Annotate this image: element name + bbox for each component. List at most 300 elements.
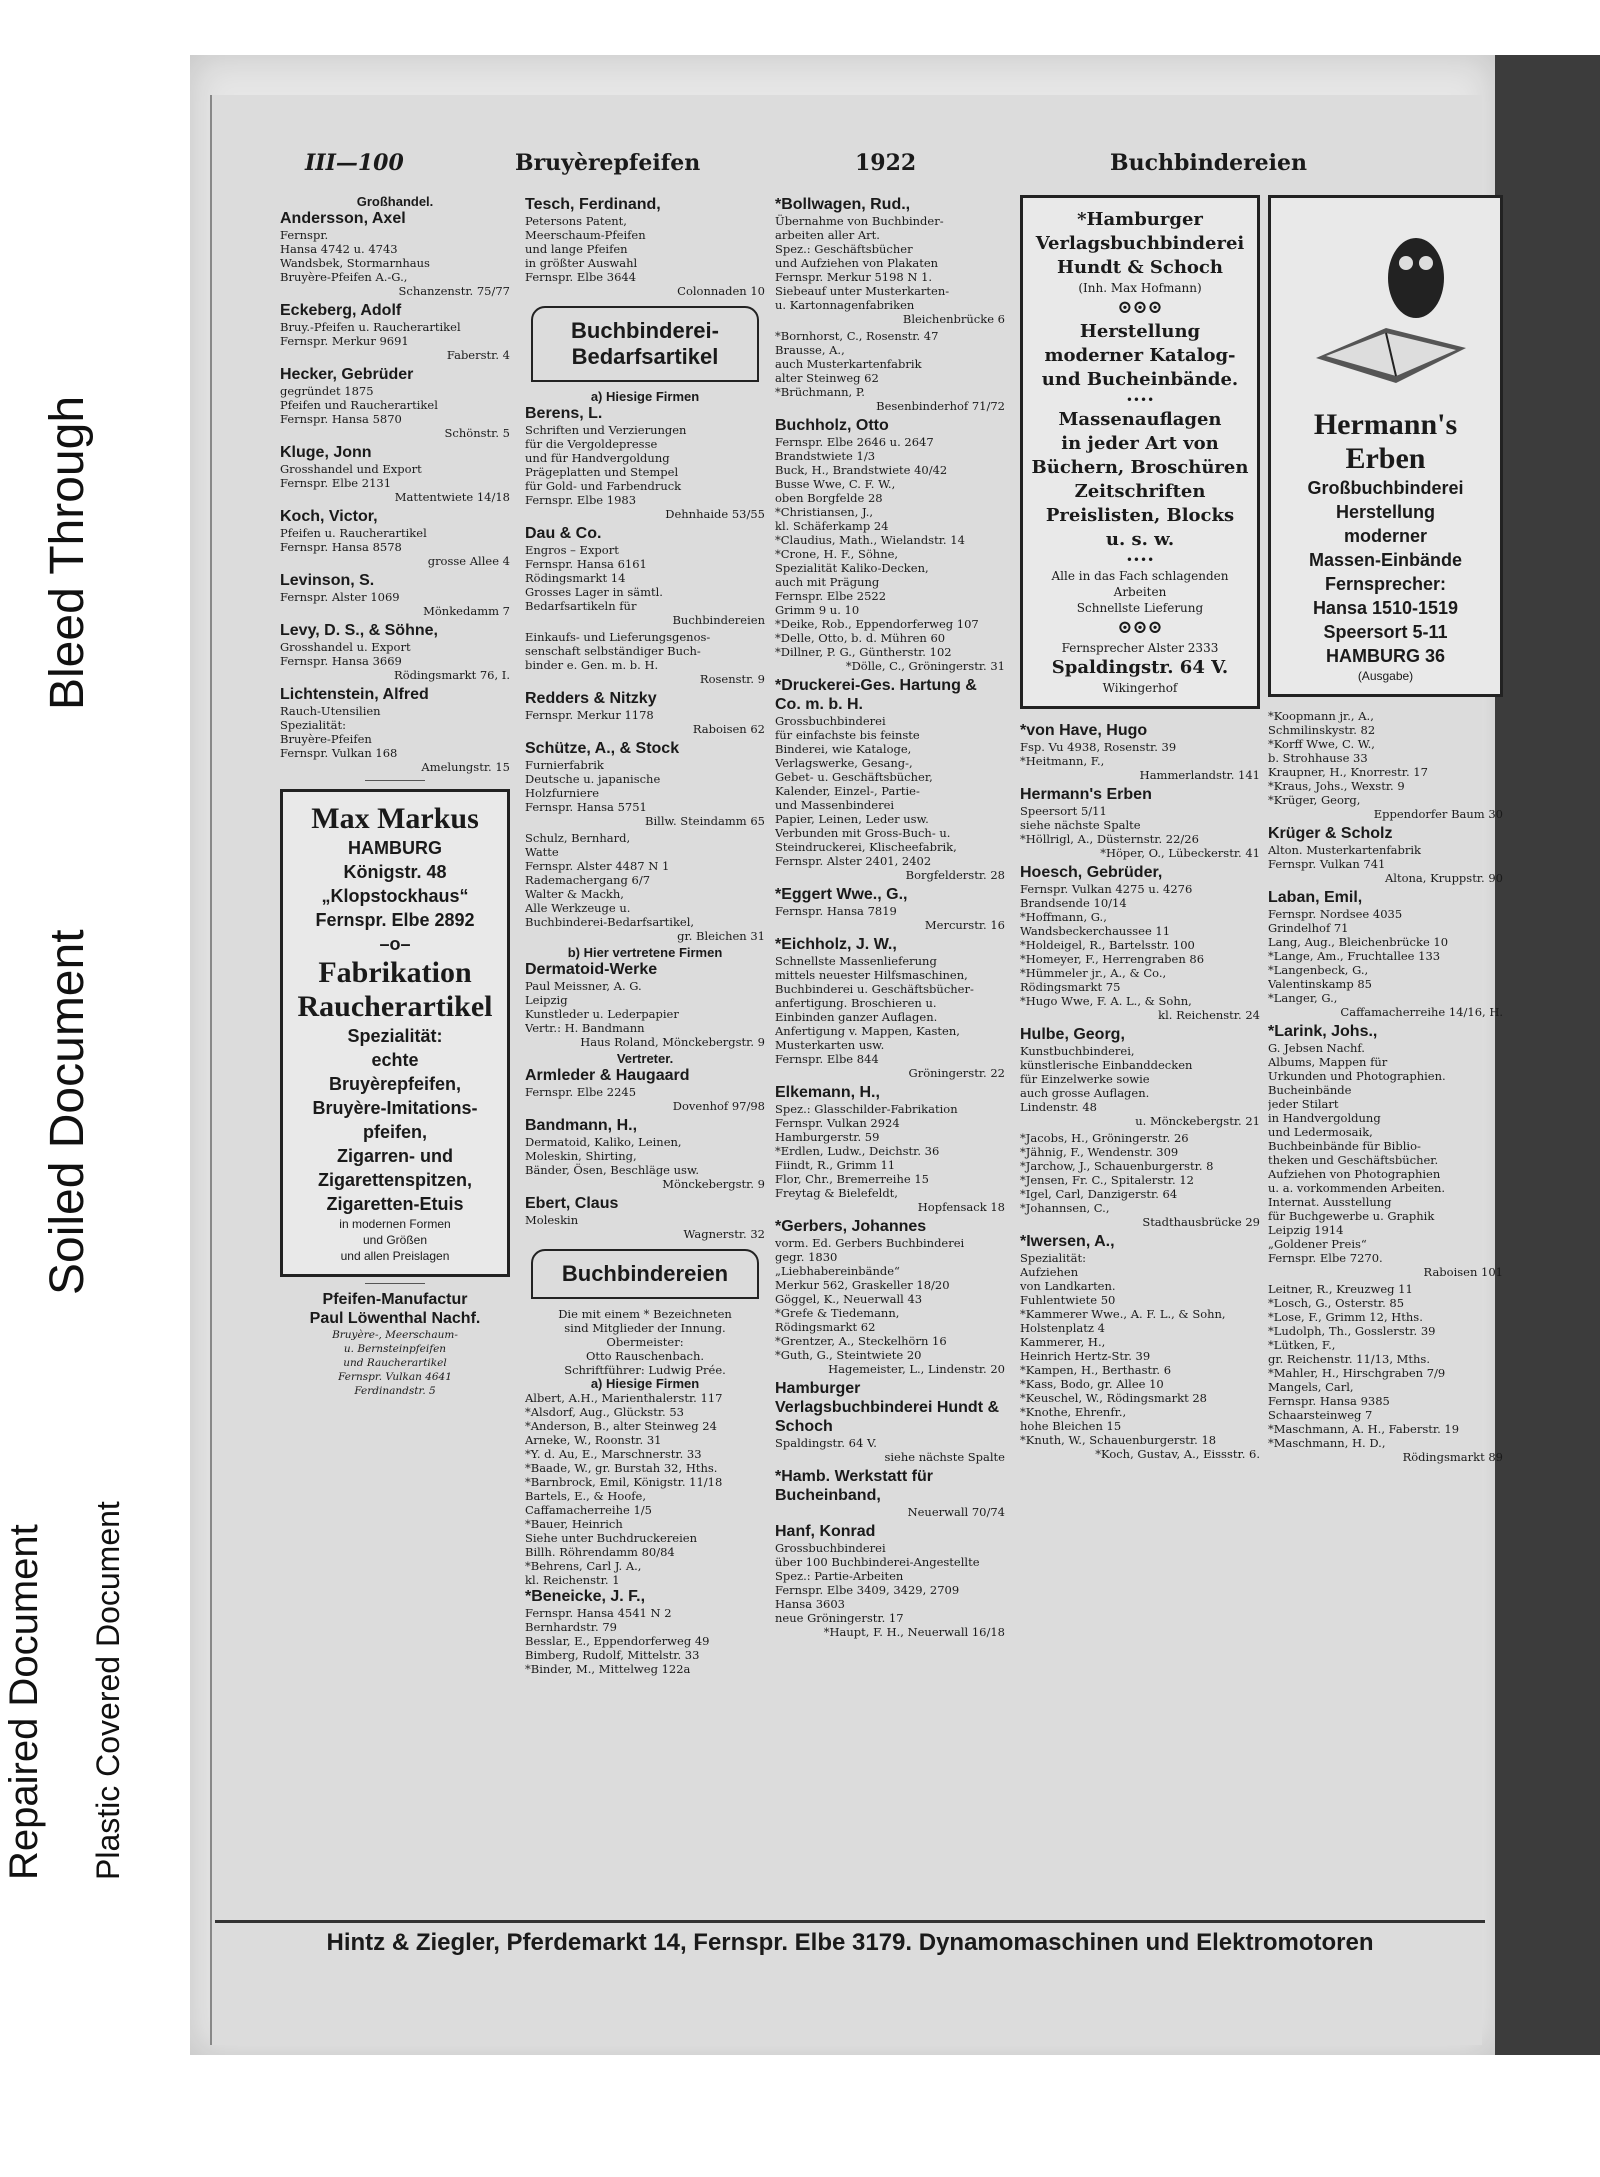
entry-line: jeder Stilart [1268, 1097, 1339, 1111]
directory-entry [525, 739, 765, 828]
entry-line: Haus Roland, Mönckebergstr. 9 [580, 1035, 765, 1049]
list-line: Billh. Röhrendamm 80/84 [525, 1545, 675, 1559]
firm-name: Paul Löwenthal Nachf. [309, 1310, 481, 1327]
entry-line: theken und Geschäftsbücher. [1268, 1153, 1439, 1167]
list-line: *Y. d. Au, E., Marschnerstr. 33 [525, 1447, 702, 1461]
innung-note: Obermeister: [606, 1335, 684, 1349]
entry-line: *Höllrigl, A., Düsternstr. 22/26 [1020, 832, 1199, 846]
entry-line: *Ludolph, Th., Gosslerstr. 39 [1268, 1324, 1436, 1338]
entry-line: Paul Meissner, A. G. [525, 979, 642, 993]
firm-name: Eckeberg, Adolf [280, 302, 402, 319]
entry-line: u. Kartonnagenfabriken [775, 298, 915, 312]
entry-line: Grosshandel und Export [280, 462, 422, 476]
entry-line: von Landkarten. [1020, 1279, 1116, 1293]
hermanns-erben-advert [1268, 195, 1503, 697]
entry-line: Leipzig [525, 993, 568, 1007]
advert-line: und Bucheinbände. [1041, 369, 1239, 390]
entry-line: Speersort 5/11 [1020, 804, 1107, 818]
entry-line: *Koch, Gustav, A., Eissstr. 6. [1095, 1447, 1260, 1461]
entry-line: anfertigung. Broschieren u. [775, 996, 937, 1010]
entry-line: Hopfensack 18 [917, 1200, 1005, 1214]
entry-line: Spez.: Glasschilder-Fabrikation [775, 1102, 958, 1116]
entry-line: alter Steinweg 62 [775, 371, 879, 385]
directory-entry [1268, 824, 1503, 885]
entry-line: Fernspr. Merkur 5198 N 1. [775, 270, 933, 284]
entry-line: Busse Wwe, C. F. W., [775, 477, 896, 491]
entry-line: Walter & Mackh, [525, 887, 624, 901]
list-line: *Behrens, Carl J. A., [525, 1559, 642, 1573]
firm-name: Dermatoid-Werke [525, 961, 658, 978]
firm-name: Hulbe, Georg, [1020, 1026, 1125, 1043]
entry-line: Fernspr. Vulkan 4275 u. 4276 [1020, 882, 1193, 896]
entry-line: mittels neuester Hilfsmaschinen, [775, 968, 968, 982]
entry-line: Stadthausbrücke 29 [1142, 1215, 1260, 1229]
entry-line: Hansa 4742 u. 4743 [280, 242, 398, 256]
entry-line: Rademachergang 6/7 [525, 873, 651, 887]
entry-line: Bruyère-, Meerschaum- [332, 1329, 458, 1341]
entry-line: Wandsbeckerchaussee 11 [1020, 924, 1171, 938]
directory-entry [280, 365, 510, 440]
advert-tail: und allen Preislagen [340, 1249, 450, 1263]
entry-line: Fernspr. Elbe 2522 [775, 589, 887, 603]
bookbinder-illustration [1286, 208, 1486, 408]
advert-line: „Klopstockhaus“ [321, 886, 469, 906]
list-line: Bartels, E., & Hoofe, [525, 1489, 646, 1503]
entry-line: Spez.: Partie-Arbeiten [775, 1569, 904, 1583]
column-1 [280, 195, 510, 1915]
entry-line: neue Gröningerstr. 17 [775, 1611, 904, 1625]
entry-line: Altona, Kruppstr. 90 [1384, 871, 1503, 885]
firm-name: *Eggert Wwe., G., [775, 886, 908, 903]
entry-line: *Homeyer, F., Herrengraben 86 [1020, 952, 1205, 966]
advert-line: Fernsprecher: [1324, 574, 1447, 594]
entry-line: Billw. Steindamm 65 [645, 814, 765, 828]
innung-note: Schriftführer: Ludwig Prée. [564, 1363, 726, 1377]
firm-name: Hecker, Gebrüder [280, 366, 414, 383]
entry-line: und Massenbinderei [775, 798, 895, 812]
entry-line: Lang, Aug., Bleichenbrücke 10 [1268, 935, 1449, 949]
firm-name: *Larink, Johs., [1268, 1023, 1378, 1040]
entry-line: Fernspr. [280, 228, 329, 242]
firm-name: *Druckerei-Ges. Hartung & Co. m. b. H. [775, 677, 977, 713]
directory-entry [775, 935, 1005, 1080]
entry-line: *Maschmann, A. H., Faberstr. 19 [1268, 1422, 1460, 1436]
entry-line: Hansa 3603 [775, 1597, 845, 1611]
entry-line: kl. Schäferkamp 24 [775, 519, 889, 533]
entry-line: Fernspr. Elbe 3644 [525, 270, 637, 284]
firm-name: *Hamb. Werkstatt für Bucheinband, [775, 1468, 933, 1504]
entry-line: Brausse, A., [775, 343, 845, 357]
directory-entry [1268, 709, 1503, 821]
subsection-heading: b) Hier vertretene Firmen [567, 945, 723, 960]
entry-line: u. Mönckebergstr. 21 [1135, 1114, 1260, 1128]
entry-line: *Koopmann jr., A., [1268, 709, 1374, 723]
entry-line: Grindelhof 71 [1268, 921, 1349, 935]
advert-line: Herstellung [1079, 321, 1201, 342]
label-soiled-document: Soiled Document [41, 929, 94, 1295]
directory-entry [775, 1522, 1005, 1639]
entry-line: für Buchgewerbe u. Graphik [1268, 1209, 1435, 1223]
entry-line: Petersons Patent, [525, 214, 627, 228]
firm-name: Hoesch, Gebrüder, [1020, 864, 1163, 881]
entry-line: gr. Bleichen 31 [677, 929, 765, 943]
firm-name: *Iwersen, A., [1020, 1233, 1115, 1250]
buchbindereien-banner: Buchbindereien [531, 1249, 759, 1299]
entry-line: *Crone, H. F., Söhne, [775, 547, 899, 561]
entry-line: Fiindt, R., Grimm 11 [775, 1158, 896, 1172]
column-5 [1268, 195, 1503, 1915]
entry-line: Moleskin, Shirting, [525, 1149, 637, 1163]
firm-name: Laban, Emil, [1268, 889, 1363, 906]
directory-entry [525, 1194, 765, 1241]
entry-line: *Dölle, C., Gröningerstr. 31 [845, 659, 1005, 673]
entry-line: *Langenbeck, G., [1268, 963, 1369, 977]
directory-entry [775, 195, 1005, 326]
entry-line: Fernspr. Hansa 5870 [280, 412, 402, 426]
firm-name: Berens, L. [525, 405, 603, 422]
entry-line: *Jarchow, J., Schauenburgerstr. 8 [1020, 1159, 1214, 1173]
directory-entry [1020, 1025, 1260, 1128]
entry-line: Meerschaum-Pfeifen [525, 228, 646, 242]
entry-line: *Kampen, H., Berthastr. 6 [1020, 1363, 1172, 1377]
entry-line: Verbunden mit Gross-Buch- u. [775, 826, 951, 840]
firm-name: *Gerbers, Johannes [775, 1218, 927, 1235]
entry-line: vorm. Ed. Gerbers Buchbinderei [775, 1236, 965, 1250]
entry-line: Alton. Musterkartenfabrik [1268, 843, 1422, 857]
innung-note: sind Mitglieder der Innung. [564, 1321, 726, 1335]
directory-entry [280, 443, 510, 504]
advert-line: (Ausgabe) [1357, 669, 1414, 683]
entry-line: Furnierfabrik [525, 758, 604, 772]
entry-line: und lange Pfeifen [525, 242, 628, 256]
entry-line: Freytag & Bielefeldt, [775, 1186, 898, 1200]
entry-line: Dovenhof 97/98 [672, 1099, 765, 1113]
entry-line: Mönckebergstr. 9 [662, 1177, 765, 1191]
entry-line: *Hümmeler jr., A., & Co., [1020, 966, 1167, 980]
entry-line: Kunstleder u. Lederpapier [525, 1007, 679, 1021]
entry-line: *Lütken, F., [1268, 1338, 1336, 1352]
entry-line: Fernspr. Merkur 1178 [525, 708, 654, 722]
advert-line: Massen-Einbände [1308, 550, 1463, 570]
entry-line: grosse Allee 4 [427, 554, 510, 568]
entry-line: *Dillner, P. G., Güntherstr. 102 [775, 645, 952, 659]
firm-name: Pfeifen-Manufactur [322, 1291, 468, 1308]
entry-line: Gebet- u. Geschäftsbücher, [775, 770, 933, 784]
entry-line: Dermatoid, Kaliko, Leinen, [525, 1135, 682, 1149]
entry-line: Dehnhaide 53/55 [665, 507, 765, 521]
entry-line: *Knuth, W., Schauenburgerstr. 18 [1020, 1433, 1217, 1447]
entry-line: Hagemeister, L., Lindenstr. 20 [828, 1362, 1005, 1376]
list-line: Arneke, W., Roonstr. 31 [525, 1433, 662, 1447]
advert-line: Speersort 5-11 [1323, 622, 1448, 642]
page-header [100, 150, 1308, 180]
entry-line: Bruy.-Pfeifen u. Raucherartikel [280, 320, 461, 334]
entry-line: Spezialität: [280, 718, 346, 732]
label-plastic-covered: Plastic Covered Document [90, 1501, 126, 1880]
entry-line: Wagnerstr. 32 [683, 1227, 765, 1241]
entry-line: Verlagswerke, Gesang-, [775, 756, 913, 770]
list-line: *Alsdorf, Aug., Glückstr. 53 [525, 1405, 684, 1419]
directory-entry [775, 885, 1005, 932]
header-section: Bruyèrepfeifen [515, 150, 701, 176]
entry-line: Schulz, Bernhard, [525, 831, 631, 845]
entry-line: Fernspr. Elbe 2646 u. 2647 [775, 435, 934, 449]
entry-line: *Jensen, Fr. C., Spitalerstr. 12 [1020, 1173, 1194, 1187]
entry-line: Fernspr. Elbe 844 [775, 1052, 879, 1066]
entry-line: *Korff Wwe, C. W., [1268, 737, 1375, 751]
entry-line: Mercurstr. 16 [924, 918, 1005, 932]
entry-line: siehe nächste Spalte [884, 1450, 1005, 1464]
entry-line: Schaarsteinweg 7 [1268, 1408, 1373, 1422]
directory-entry [775, 1379, 1005, 1464]
entry-line: Schriften und Verzierungen [525, 423, 687, 437]
entry-line: Kalender, Einzel-, Partie- [775, 784, 920, 798]
entry-line: Bedarfsartikeln für [525, 599, 637, 613]
entry-line: Binderei, wie Kataloge, [775, 742, 912, 756]
section-heading: Großhandel. [356, 195, 434, 209]
entry-line: Fernspr. Hansa 9385 [1268, 1394, 1390, 1408]
advert-item: echte [371, 1050, 419, 1070]
entry-line: Bimberg, Rudolf, Mittelstr. 33 [525, 1648, 700, 1662]
entry-line: Siebeauf unter Musterkarten- [775, 284, 950, 298]
advert-line: Fernspr. Elbe 2892 [315, 910, 475, 930]
list-line: Siehe unter Buchdruckereien [525, 1531, 698, 1545]
entry-line: *Christiansen, J., [775, 505, 874, 519]
entry-line: Fernspr. Vulkan 2924 [775, 1116, 900, 1130]
entry-line: Vertr.: H. Bandmann [525, 1021, 645, 1035]
directory-entry [280, 685, 510, 774]
entry-line: Spez.: Geschäftsbücher [775, 242, 913, 256]
subsection-heading: a) Hiesige Firmen [590, 389, 700, 404]
entry-line: Kraupner, H., Knorrestr. 17 [1268, 765, 1428, 779]
scan-dark-edge [1488, 55, 1600, 2055]
entry-line: Bruyère-Pfeifen A.-G., [280, 270, 408, 284]
advert-item: Zigarren- und [337, 1146, 453, 1166]
entry-line: Fernspr. Alster 4487 N 1 [525, 859, 670, 873]
entry-line: Aufziehen von Photographien [1268, 1167, 1441, 1181]
directory-entry [280, 301, 510, 362]
entry-line: Merkur 562, Graskeller 18/20 [775, 1278, 950, 1292]
entry-line: Rosenstr. 9 [699, 672, 765, 686]
entry-line: *Kammerer Wwe., A. F. L., & Sohn, [1020, 1307, 1226, 1321]
advert-line: –o– [379, 934, 411, 954]
entry-line: Brandstwiete 1/3 [775, 449, 876, 463]
advert-line: Schnellste Lieferung [1076, 601, 1204, 615]
directory-entry [775, 676, 1005, 882]
advert-raucherartikel: Raucherartikel [297, 990, 493, 1023]
entry-line: Lindenstr. 48 [1020, 1100, 1097, 1114]
subsection-heading: Vertreter. [616, 1051, 674, 1066]
entry-line: Watte [525, 845, 559, 859]
divider-rule [365, 780, 425, 781]
header-page-number: III—100 [305, 150, 404, 176]
entry-line: Rödingsmarkt 75 [1020, 980, 1121, 994]
entry-line: Musterkarten usw. [775, 1038, 885, 1052]
entry-line: senschaft selbständiger Buch- [525, 644, 701, 658]
entry-line: Engros – Export [525, 543, 619, 557]
entry-line: auch Musterkartenfabrik [775, 357, 922, 371]
firm-name: *von Have, Hugo [1020, 722, 1148, 739]
entry-line: Bucheinbände [1268, 1083, 1352, 1097]
entry-line: *Keuschel, W., Rödingsmarkt 28 [1020, 1391, 1207, 1405]
advert-spec: Spezialität: [347, 1026, 443, 1046]
entry-line: *Jähnig, F., Wendenstr. 309 [1020, 1145, 1179, 1159]
directory-entry [280, 507, 510, 568]
entry-line: Fernspr. Vulkan 741 [1268, 857, 1386, 871]
entry-line: Grosshandel u. Export [280, 640, 411, 654]
entry-line: Fernspr. Hansa 3669 [280, 654, 402, 668]
entry-line: Buchbinderei-Bedarfsartikel, [525, 915, 695, 929]
entry-line: arbeiten aller Art. [775, 228, 880, 242]
entry-line: Brandsende 10/14 [1020, 896, 1127, 910]
entry-line: Besenbinderhof 71/72 [876, 399, 1005, 413]
advert-line: Arbeiten [1113, 585, 1167, 599]
directory-entry [775, 1083, 1005, 1214]
advert-item: Zigarettenspitzen, [317, 1170, 473, 1190]
entry-line: Schanzenstr. 75/77 [398, 284, 510, 298]
entry-line: gegr. 1830 [775, 1250, 838, 1264]
directory-entry [525, 1116, 765, 1191]
entry-line: Buchbinderei u. Geschäftsbücher- [775, 982, 974, 996]
directory-entry [775, 1217, 1005, 1376]
advert-fabrikation: Fabrikation [318, 956, 472, 989]
label-bleed-through: Bleed Through [41, 395, 94, 710]
entry-line: *Erdlen, Ludw., Deichstr. 36 [775, 1144, 940, 1158]
advert-line: u. s. w. [1105, 529, 1175, 550]
column-5-entries [1268, 709, 1503, 1464]
list-line: *Baade, W., gr. Burstah 32, Hths. [525, 1461, 718, 1475]
entry-line: Colonnaden 10 [677, 284, 765, 298]
entry-line: Moleskin [525, 1213, 579, 1227]
innung-note: Otto Rauschenbach. [585, 1349, 705, 1363]
entry-line: Kunstbuchbinderei, [1020, 1044, 1135, 1058]
column-4 [1020, 195, 1260, 1915]
entry-line: Fernspr. Elbe 1983 [525, 493, 637, 507]
entry-line: Buchbindereien [672, 613, 765, 627]
firm-name: Kluge, Jonn [280, 444, 372, 461]
entry-line: siehe nächste Spalte [1020, 818, 1141, 832]
entry-line: Übernahme von Buchbinder- [775, 214, 944, 228]
max-markus-advert [280, 789, 510, 1277]
header-category: Buchbindereien [1110, 150, 1308, 176]
firm-name: Koch, Victor, [280, 508, 378, 525]
entry-line: kl. Reichenstr. 24 [1158, 1008, 1260, 1022]
entry-line: Fernspr. Hansa 4541 N 2 [525, 1606, 672, 1620]
entry-line: Fuhlentwiete 50 [1020, 1293, 1116, 1307]
firm-name: Hanf, Konrad [775, 1523, 876, 1540]
entry-line: *Claudius, Math., Wielandstr. 14 [775, 533, 965, 547]
entry-line: Buchbeinbände für Biblio- [1268, 1139, 1421, 1153]
divider-rule [365, 1283, 425, 1284]
list-line: *Bauer, Heinrich [525, 1517, 623, 1531]
entry-line: Bruyère-Pfeifen [280, 732, 372, 746]
advert-line: HAMBURG [348, 838, 442, 858]
entry-line: Schnellste Massenlieferung [775, 954, 937, 968]
entry-line: und Raucherartikel [343, 1357, 447, 1369]
entry-line: *Knothe, Ehrenfr., [1020, 1405, 1127, 1419]
firm-name: Elkemann, H., [775, 1084, 880, 1101]
advert-name: Hermann's [1313, 408, 1458, 441]
firm-name: Redders & Nitzky [525, 690, 657, 707]
entry-line: Buck, H., Brandstwiete 40/42 [775, 463, 948, 477]
firm-name: Hamburger Verlagsbuchbinderei Hundt & Schoch [775, 1380, 1000, 1435]
directory-entry [525, 960, 765, 1049]
entry-line: hohe Bleichen 15 [1020, 1419, 1122, 1433]
entry-line: Aufziehen [1020, 1265, 1079, 1279]
entry-line: *Lose, F., Grimm 12, Hths. [1268, 1310, 1423, 1324]
directory-entry [525, 404, 765, 521]
entry-line: Fernspr. Hansa 8578 [280, 540, 402, 554]
hundt-schoch-advert [1020, 195, 1260, 709]
entry-line: Flor, Chr., Bremerreihe 15 [775, 1172, 929, 1186]
entry-line: für einfachste bis feinste [775, 728, 920, 742]
entry-line: Pfeifen u. Raucherartikel [280, 526, 427, 540]
advert-line: •••• [1125, 553, 1155, 567]
entry-line: *Kraus, Johs., Wexstr. 9 [1268, 779, 1405, 793]
entry-line: Spaldingstr. 64 V. [775, 1436, 877, 1450]
advert-line: Massenauflagen [1058, 409, 1222, 430]
list-line: Albert, A.H., Marienthalerstr. 117 [525, 1391, 723, 1405]
directory-entry [1020, 1232, 1260, 1461]
entry-line: Steindruckerei, Klischeefabrik, [775, 840, 957, 854]
entry-line: Grosses Lager in sämtl. [525, 585, 663, 599]
advert-line: Fernsprecher Alster 2333 [1061, 641, 1219, 655]
entry-line: Bleichenbrücke 6 [902, 312, 1005, 326]
firm-name: Ebert, Claus [525, 1195, 619, 1212]
advert-line: (Inh. Max Hofmann) [1078, 281, 1202, 295]
entry-line: für Gold- und Farbendruck [525, 479, 682, 493]
entry-line: u. a. vorkommenden Arbeiten. [1268, 1181, 1446, 1195]
entry-line: u. Bernsteinpfeifen [343, 1343, 447, 1355]
list-line: *Anderson, B., alter Steinweg 24 [525, 1419, 717, 1433]
directory-entry [1020, 721, 1260, 782]
entry-line: *Heitmann, F., [1020, 754, 1105, 768]
entry-line: Rödingsmarkt 14 [525, 571, 626, 585]
advert-name: Max Markus [311, 802, 479, 835]
directory-entry [1020, 1131, 1260, 1229]
firm-name: *Bollwagen, Rud., [775, 196, 911, 213]
entry-line: Schönstr. 5 [444, 426, 510, 440]
entry-line: Neuerwall 70/74 [907, 1505, 1005, 1519]
entry-line: Fsp. Vu 4938, Rosenstr. 39 [1020, 740, 1177, 754]
entry-line: über 100 Buchbinderei-Angestellte [775, 1555, 980, 1569]
entry-line: Caffamacherreihe 14/16, H. [1340, 1005, 1503, 1019]
advert-item: pfeifen, [362, 1122, 427, 1142]
entry-line: Grossbuchbinderei [775, 714, 886, 728]
entry-line: Fernspr. Hansa 7819 [775, 904, 897, 918]
entry-line: *Hoffmann, G., [1020, 910, 1107, 924]
firm-name: Bandmann, H., [525, 1117, 638, 1134]
entry-line: Grimm 9 u. 10 [775, 603, 860, 617]
entry-line: Rödingsmarkt 89 [1402, 1450, 1503, 1464]
entry-line: „Goldener Preis“ [1268, 1237, 1367, 1251]
side-labels [0, 0, 150, 2177]
advert-line: Verlagsbuchbinderei [1035, 233, 1245, 254]
entry-line: *Kass, Bodo, gr. Allee 10 [1020, 1377, 1164, 1391]
label-repaired-document: Repaired Document [2, 1524, 46, 1880]
entry-line: *Krüger, Georg, [1268, 793, 1361, 807]
entry-line: Hamburgerstr. 59 [775, 1130, 880, 1144]
entry-line: Fernspr. Hansa 6161 [525, 557, 647, 571]
directory-entry [525, 524, 765, 627]
entry-line: Fernspr. Alster 2401, 2402 [775, 854, 932, 868]
advert-line: Preislisten, Blocks [1045, 505, 1235, 526]
directory-entry [1268, 1022, 1503, 1279]
entry-line: Kammerer, H., [1020, 1335, 1106, 1349]
advert-tail: in modernen Formen [339, 1217, 451, 1231]
advert-line: Wikingerhof [1102, 681, 1178, 695]
innung-note: Die mit einem * Bezeichneten [558, 1307, 732, 1321]
